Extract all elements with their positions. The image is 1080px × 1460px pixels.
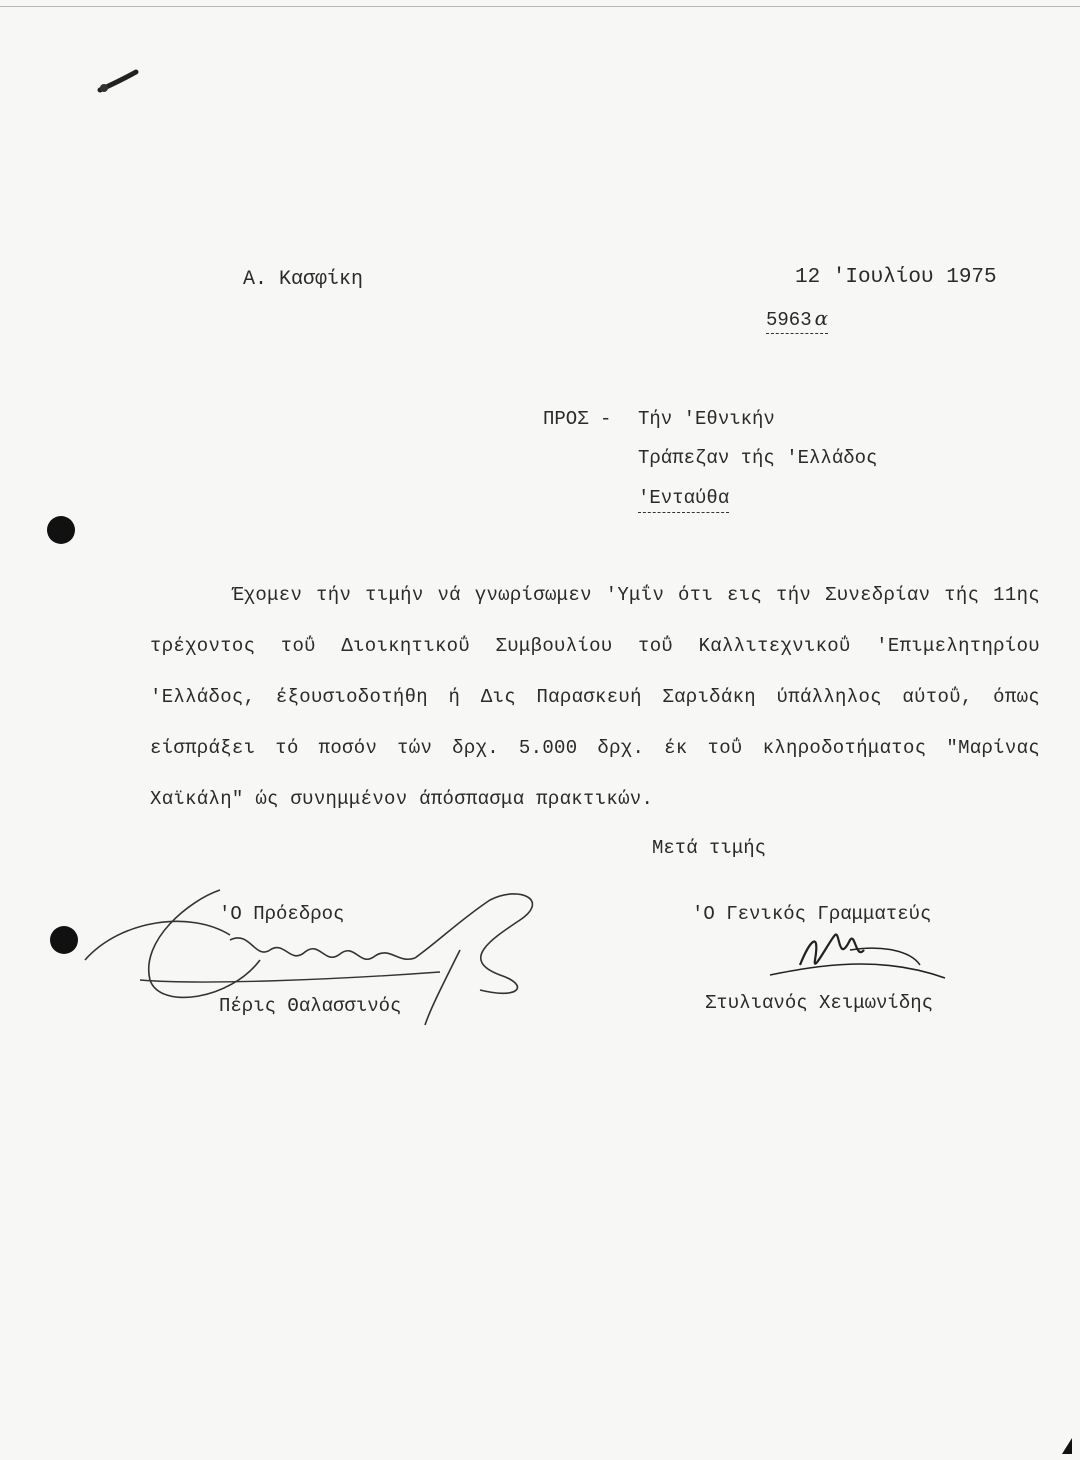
recipient-prefix: ΠΡΟΣ - bbox=[543, 408, 612, 430]
president-signature-icon bbox=[80, 880, 560, 1030]
reference-handwritten-note: α bbox=[814, 306, 829, 330]
secretary-name: Στυλιανός Χειμωνίδης bbox=[705, 992, 934, 1014]
scan-edge-line bbox=[0, 6, 1080, 7]
punch-hole-icon bbox=[47, 516, 75, 544]
recipient-line-2: Τράπεζαν τής 'Ελλάδος bbox=[638, 447, 878, 469]
sender-name: Α. Κασφίκη bbox=[243, 268, 364, 291]
letter-date: 12 'Ιουλίου 1975 bbox=[795, 266, 997, 289]
president-title: 'Ο Πρόεδρος bbox=[219, 903, 345, 925]
corner-mark-icon bbox=[1060, 1436, 1074, 1456]
recipient-line-3: 'Ενταύθα bbox=[638, 487, 729, 513]
closing-salutation: Μετά τιμής bbox=[652, 837, 767, 859]
ink-smudge-icon bbox=[96, 68, 142, 98]
secretary-signature-icon bbox=[760, 920, 960, 990]
reference-number bbox=[766, 306, 828, 334]
punch-hole-icon bbox=[50, 926, 78, 954]
recipient-line-1: Τήν 'Εθνικήν bbox=[638, 408, 775, 430]
secretary-title: 'Ο Γενικός Γραμματεύς bbox=[692, 903, 932, 925]
reference-number-value: 5963 bbox=[766, 309, 812, 331]
president-name: Πέρις Θαλασσινός bbox=[219, 995, 402, 1017]
body-paragraph: Έχομεν τήν τιμήν νά γνωρίσωμεν 'Υμΐν ότι εις τήν Συνεδρίαν τής 11ης τρέχοντος τοΰ Διοικητικοΰ Συμβουλίου τοΰ Καλλιτεχνικοΰ 'Επιμελητηρίου 'Ελλάδος, έξουσιοδοτήθη ή Δις Παρασκευή Σαριδάκη ύπάλληλος αύτοΰ, όπως είσπράξει τό ποσόν τών δρχ. 5.000 δρχ. έκ τοΰ κληροδοτήματος "Μαρίνας Χαϊκάλη" ώς συνημμένον άπόσπασμα πρακτικών. bbox=[150, 584, 1040, 810]
